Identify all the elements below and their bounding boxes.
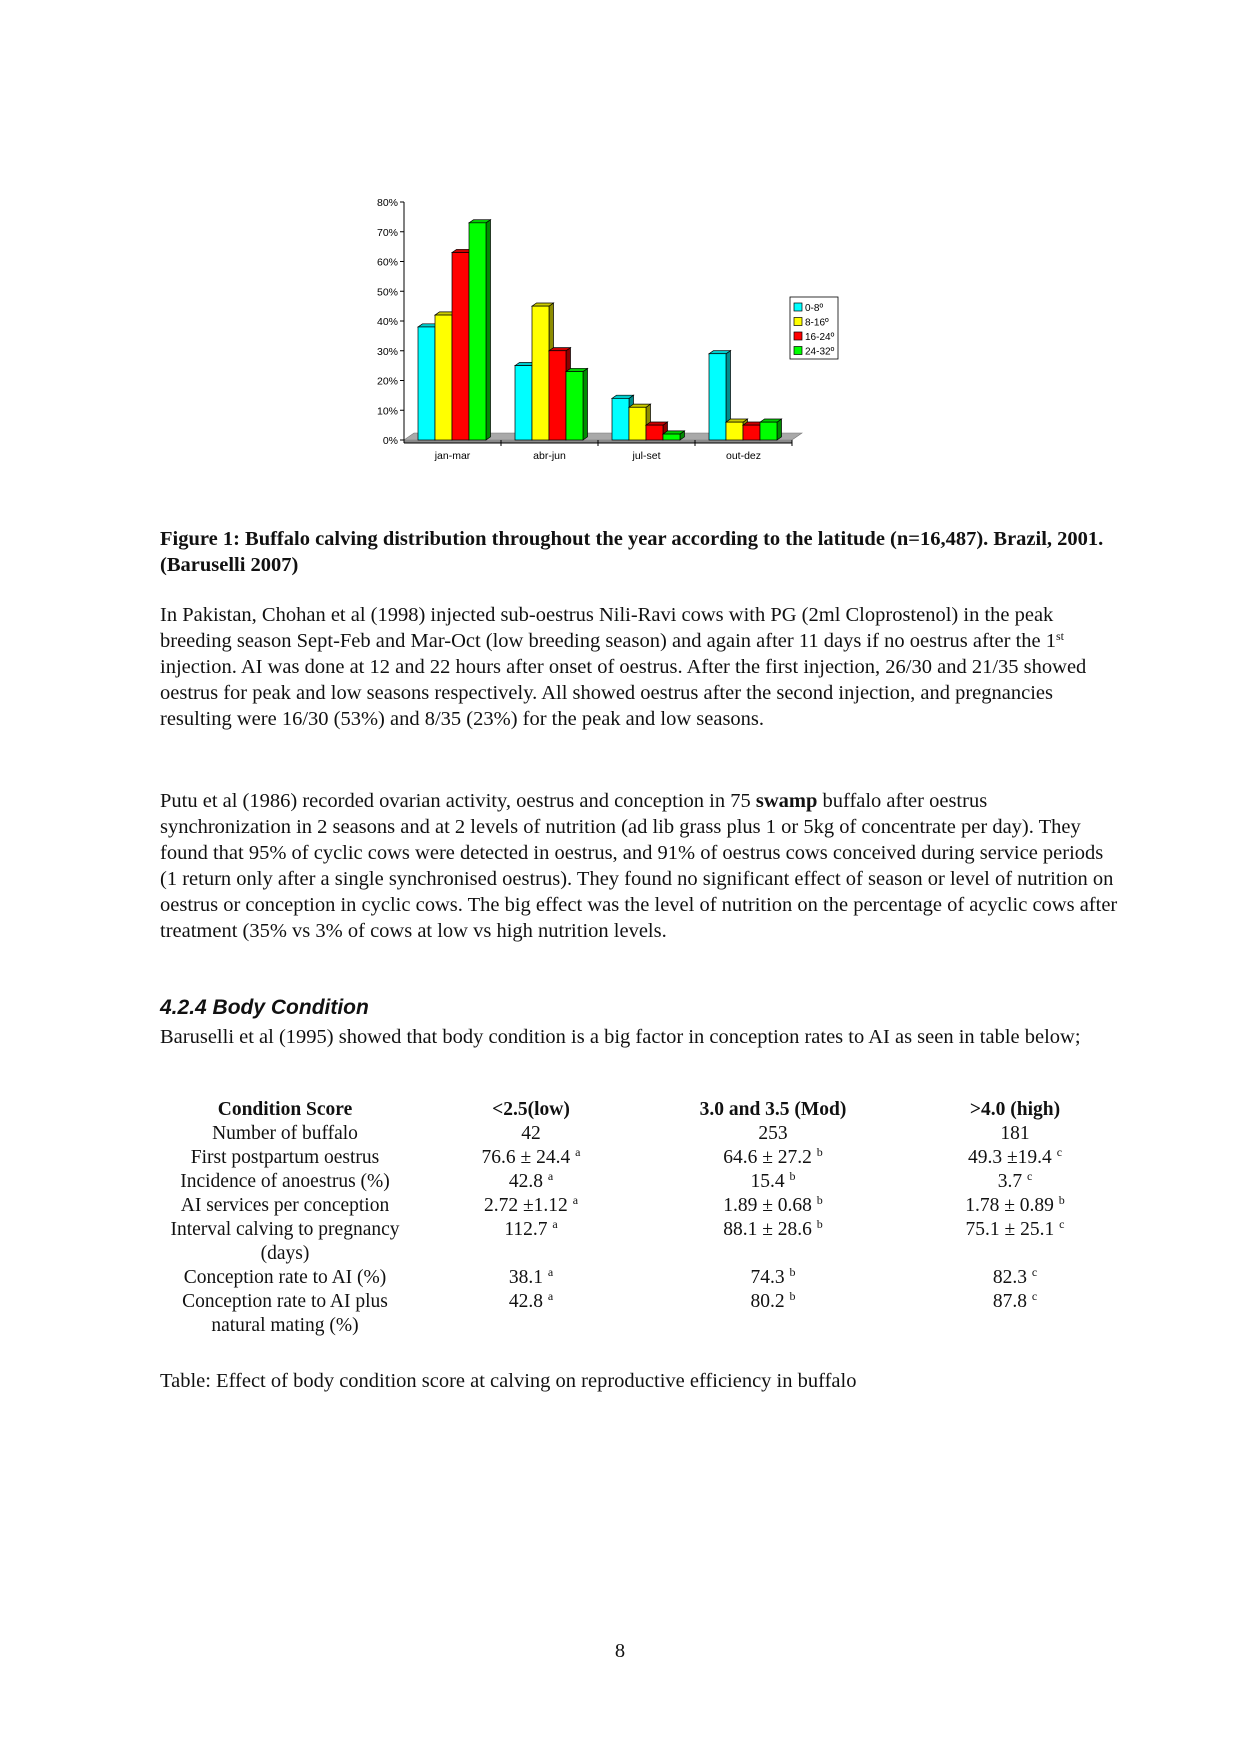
- table-cell: [652, 1266, 894, 1290]
- significance-letter: a: [547, 1289, 554, 1303]
- x-tick-label: abr-jun: [533, 450, 566, 462]
- table-row: [160, 1218, 1136, 1266]
- cell-value: 64.6 ± 27.2: [723, 1147, 812, 1168]
- cell-value: 1.78 ± 0.89: [965, 1195, 1054, 1216]
- significance-letter: b: [1058, 1193, 1065, 1207]
- significance-letter: a: [547, 1169, 554, 1183]
- significance-letter: c: [1059, 1217, 1065, 1231]
- legend-swatch: [794, 347, 802, 355]
- table-cell: [652, 1194, 894, 1218]
- significance-letter: a: [552, 1217, 558, 1231]
- significance-letter: b: [816, 1145, 823, 1159]
- bar: [646, 425, 663, 440]
- cell-value: 2.72 ±1.12: [483, 1195, 568, 1216]
- table-header: Condition Score: [217, 1099, 353, 1120]
- cell-value: 42.8: [508, 1171, 543, 1192]
- cell-value: 75.1 ± 25.1: [965, 1219, 1055, 1240]
- bar-top: [646, 422, 668, 425]
- table-cell: [894, 1122, 1136, 1146]
- bar: [663, 434, 680, 440]
- table-cell: [410, 1218, 652, 1266]
- row-label: Incidence of anoestrus (%): [180, 1171, 390, 1192]
- paragraph-chohan-part1: In Pakistan, Chohan et al (1998) injected sub-oestrus Nili-Ravi cows with PG (2ml Cloprostenol) in the peak breeding season Sept-Feb and Mar-Oct (low breeding season) and again after 11 days if no oestrus after the 1: [160, 604, 1056, 652]
- paragraph-chohan: [160, 602, 1120, 732]
- table-cell: [652, 1218, 894, 1266]
- paragraph-baruselli: Baruselli et al (1995) showed that body condition is a big factor in conception rates to AI as seen in table below;: [160, 1026, 1081, 1048]
- superscript-st: st: [1055, 629, 1064, 643]
- body-condition-table: [160, 1098, 1136, 1338]
- cell-value: 87.8: [992, 1291, 1027, 1312]
- bar-side: [777, 419, 782, 440]
- bar-side: [486, 220, 491, 440]
- row-label: Number of buffalo: [212, 1123, 358, 1144]
- bar-top: [760, 419, 782, 422]
- chart-svg: [370, 197, 950, 525]
- table-cell: [652, 1170, 894, 1194]
- bar: [612, 398, 629, 440]
- x-tick-label: jul-set: [632, 450, 661, 462]
- significance-letter: c: [1031, 1289, 1038, 1303]
- y-tick-label: 40%: [376, 316, 398, 328]
- bar-top: [549, 348, 571, 351]
- row-label: First postpartum oestrus: [190, 1147, 380, 1168]
- paragraph-chohan-part2: injection. AI was done at 12 and 22 hours after onset of oestrus. After the first injection, 26/30 and 21/35 showed oestrus for peak and low seasons respectively. All showed oestrus after the second injection, and pregnancies resulting were 16/30 (53%) and 8/35 (23%) for the peak and low seasons.: [160, 656, 1087, 730]
- table-cell: [894, 1194, 1136, 1218]
- paragraph-putu-part1: Putu et al (1986) recorded ovarian activity, oestrus and conception in 75: [160, 790, 756, 812]
- significance-letter: c: [1056, 1145, 1063, 1159]
- table-cell: [410, 1266, 652, 1290]
- table-row: [160, 1122, 1136, 1146]
- section-heading: 4.2.4 Body Condition: [160, 996, 369, 1019]
- cell-value: 80.2: [750, 1291, 785, 1312]
- table-cell: [410, 1194, 652, 1218]
- cell-value: 74.3: [750, 1267, 785, 1288]
- y-tick-label: 30%: [376, 345, 398, 358]
- table-row: [160, 1194, 1136, 1218]
- table-row: [160, 1170, 1136, 1194]
- table-header: 3.0 and 3.5 (Mod): [699, 1099, 847, 1120]
- bar-side: [583, 368, 588, 440]
- y-tick-label: 10%: [376, 405, 398, 418]
- significance-letter: c: [1031, 1265, 1038, 1279]
- cell-value: 76.6 ± 24.4: [481, 1147, 571, 1168]
- table-cell: [894, 1266, 1136, 1290]
- bold-swamp: swamp: [755, 790, 818, 812]
- table-cell: [894, 1290, 1136, 1338]
- y-tick-label: 60%: [376, 256, 398, 269]
- table-row: [160, 1266, 1136, 1290]
- significance-letter: b: [789, 1289, 796, 1303]
- table-cell: [410, 1122, 652, 1146]
- legend-label: 16-24º: [805, 332, 835, 343]
- bar-top: [629, 404, 651, 407]
- bar: [760, 422, 777, 440]
- cell-value: 3.7: [997, 1171, 1023, 1192]
- row-label: Conception rate to AI plus natural mating (%): [182, 1291, 388, 1336]
- table-caption: Table: Effect of body condition score at calving on reproductive efficiency in buffalo: [160, 1370, 857, 1392]
- table-body: [160, 1122, 1136, 1338]
- bar-top: [612, 395, 634, 398]
- bar: [726, 422, 743, 440]
- bar-top: [532, 303, 554, 306]
- legend-swatch: [794, 332, 802, 340]
- legend-label: 24-32º: [805, 346, 835, 358]
- significance-letter: b: [789, 1265, 796, 1279]
- bar: [435, 315, 452, 440]
- cell-value: 88.1 ± 28.6: [723, 1219, 812, 1240]
- figure-caption: Figure 1: Buffalo calving distribution throughout the year according to the latitude (n=16,487). Brazil, 2001. (Baruselli 2007): [160, 528, 1104, 576]
- bar: [532, 306, 549, 440]
- table-cell: [410, 1170, 652, 1194]
- paragraph-putu: [160, 788, 1120, 944]
- cell-value: 42: [521, 1123, 541, 1144]
- bar: [566, 372, 583, 440]
- significance-letter: c: [1026, 1169, 1033, 1183]
- cell-value: 49.3 ±19.4: [967, 1147, 1052, 1168]
- legend-swatch: [794, 303, 802, 311]
- significance-letter: b: [816, 1193, 823, 1207]
- table-header-row: [160, 1098, 1136, 1122]
- bar: [469, 223, 486, 440]
- legend-label: 0-8º: [805, 303, 824, 314]
- y-tick-label: 80%: [376, 197, 398, 209]
- significance-letter: b: [816, 1217, 823, 1231]
- table-cell: [894, 1146, 1136, 1170]
- bar-top: [726, 419, 748, 422]
- bar: [452, 253, 469, 440]
- table-cell: [894, 1218, 1136, 1266]
- bar: [629, 407, 646, 440]
- x-tick-label: out-dez: [725, 450, 762, 462]
- legend-label: 8-16º: [805, 317, 829, 329]
- row-label: Conception rate to AI (%): [183, 1267, 387, 1288]
- significance-letter: b: [789, 1169, 796, 1183]
- cell-value: 253: [758, 1123, 788, 1144]
- page-number: 8: [614, 1640, 626, 1662]
- table-row: [160, 1290, 1136, 1338]
- bar: [743, 425, 760, 440]
- bar-top: [469, 220, 491, 223]
- table-cell: [410, 1290, 652, 1338]
- y-tick-label: 50%: [376, 286, 398, 299]
- x-tick-label: jan-mar: [434, 450, 471, 462]
- cell-value: 38.1: [508, 1267, 543, 1288]
- bar: [515, 366, 532, 440]
- bar-top: [566, 368, 588, 371]
- table-header: <2.5(low): [492, 1099, 570, 1120]
- significance-letter: a: [575, 1145, 581, 1159]
- legend-swatch: [794, 318, 802, 326]
- bar-top: [663, 431, 685, 434]
- cell-value: 15.4: [750, 1171, 785, 1192]
- y-tick-label: 20%: [376, 375, 398, 388]
- bar: [709, 354, 726, 440]
- cell-value: 181: [1000, 1123, 1030, 1144]
- table-cell: [652, 1146, 894, 1170]
- table-cell: [652, 1122, 894, 1146]
- y-tick-label: 70%: [376, 226, 398, 239]
- paragraph-putu-part2: buffalo after oestrus synchronization in 2 seasons and at 2 levels of nutrition (ad lib grass plus 1 or 5kg of concentrate per day). They found that 95% of cyclic cows were detected in oestrus, and 91% of oestrus cows conceived during service periods (1 return only after a single synchronised oestrus). They found no significant effect of season or level of nutrition on oestrus or conception in cyclic cows. The big effect was the level of nutrition on the percentage of acyclic cows after treatment (35% vs 3% of cows at low vs high nutrition levels.: [160, 790, 1118, 942]
- row-label: Interval calving to pregnancy (days): [170, 1219, 400, 1264]
- row-label: AI services per conception: [180, 1195, 390, 1216]
- significance-letter: a: [547, 1265, 554, 1279]
- calving-distribution-chart: [370, 197, 950, 525]
- table-header: >4.0 (high): [969, 1099, 1061, 1120]
- table-cell: [410, 1146, 652, 1170]
- bar-top: [709, 351, 731, 354]
- cell-value: 42.8: [508, 1291, 543, 1312]
- table-row: [160, 1146, 1136, 1170]
- cell-value: 112.7: [504, 1219, 548, 1240]
- bar: [549, 351, 566, 440]
- bar: [418, 327, 435, 440]
- table-cell: [894, 1170, 1136, 1194]
- cell-value: 82.3: [992, 1267, 1027, 1288]
- y-tick-label: 0%: [382, 435, 398, 447]
- table-cell: [652, 1290, 894, 1338]
- cell-value: 1.89 ± 0.68: [723, 1195, 812, 1216]
- significance-letter: a: [572, 1193, 579, 1207]
